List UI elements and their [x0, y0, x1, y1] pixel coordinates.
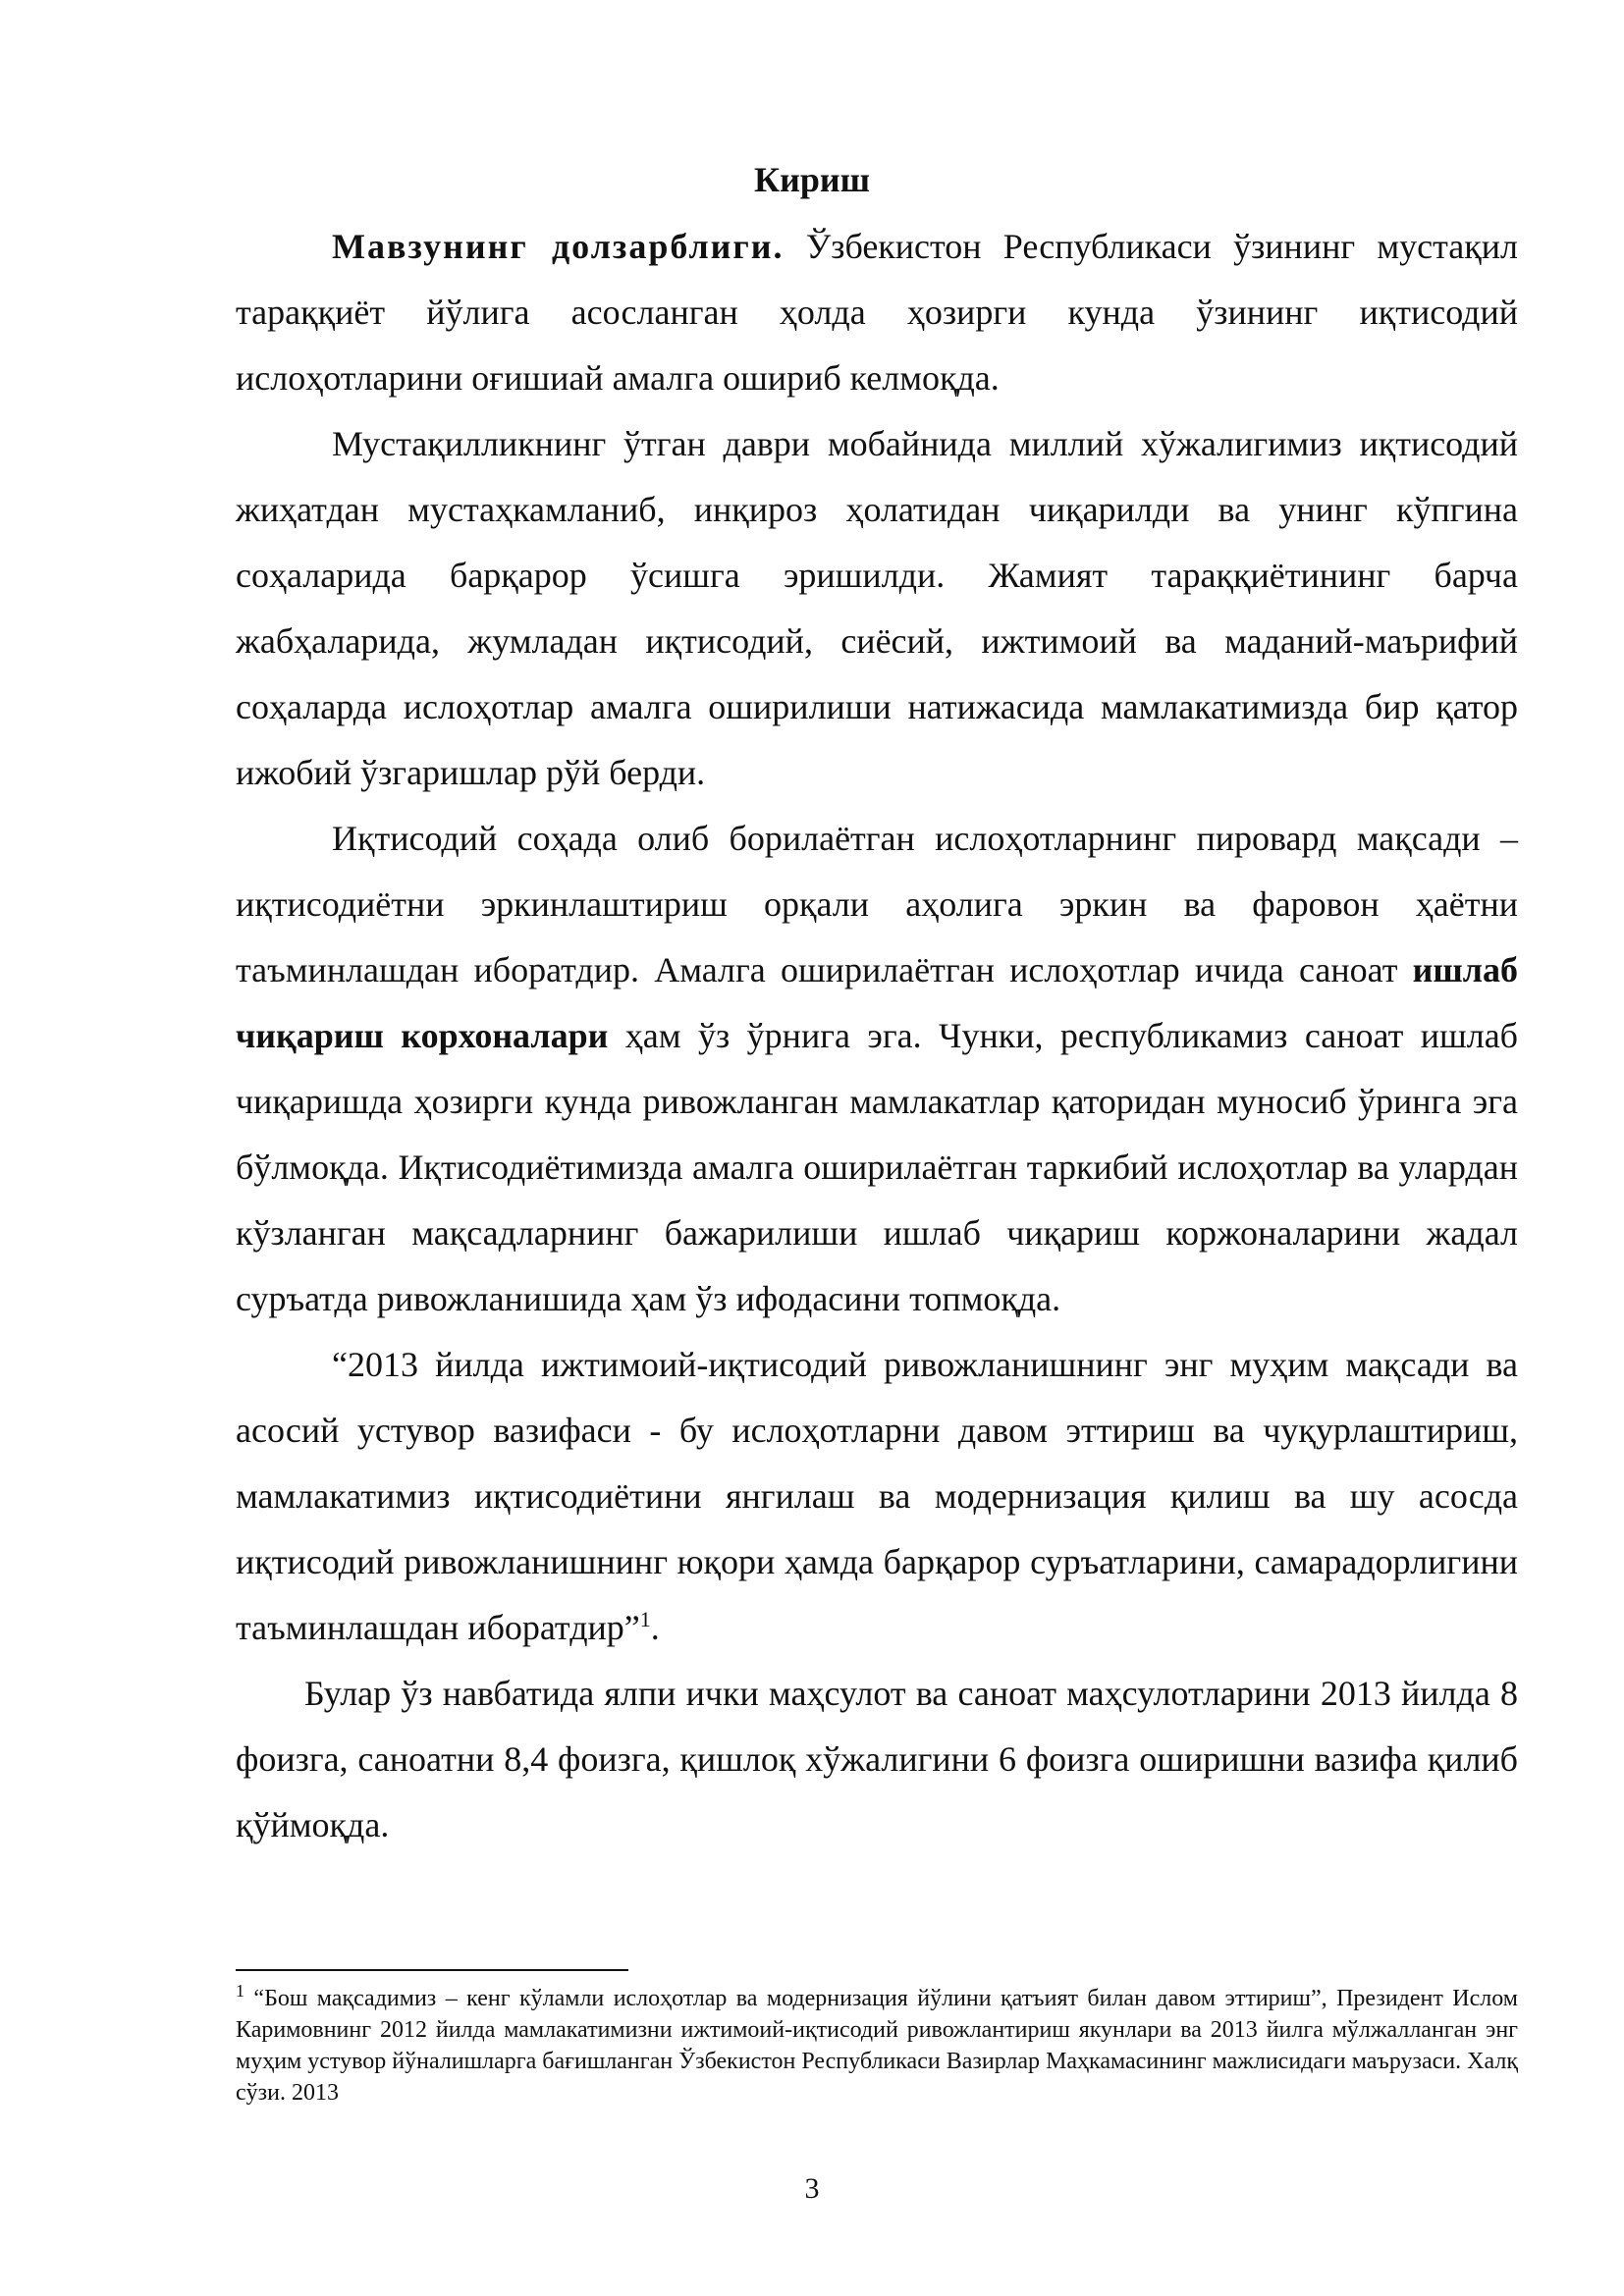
paragraph-text: Ўзбекистон Республикаси ўзининг мустақил тараққиёт йўлига асосланган ҳолда ҳозирги кунда ўзининг иқтисодий ислоҳотларини оғишиай амалга ошириб келмоқда. [236, 227, 1518, 398]
paragraph-tail: . [650, 1608, 660, 1647]
paragraph-text: Булар ўз навбатида ялпи ички маҳсулот ва саноат маҳсулотларини 2013 йилда 8 фоизга, саноатни 8,4 фоизга, қишлоқ хўжалигини 6 фоизга оширишни вазифа қилиб қўймоқда. [236, 1674, 1518, 1844]
paragraph-independence [236, 411, 1518, 806]
paragraph-text: Мустақилликнинг ўтган даври мобайнида миллий хўжалигимиз иқтисодий жиҳатдан мустаҳкамланиб, инқироз ҳолатидан чиқарилди ва унинг кўпгина соҳаларида барқарор ўсишга эришилди. Жамият тараққиётининг барча жабҳаларида, жумладан иқтисодий, сиёсий, ижтимоий ва маданий-маърифий соҳаларда ислоҳотлар амалга оширилиши натижасида мамлакатимизда бир қатор ижобий ўзгаришлар рўй берди. [236, 424, 1518, 792]
paragraph-text: “2013 йилда ижтимоий-иқтисодий ривожланишнинг энг муҳим мақсади ва асосий устувор вазифаси - бу ислоҳотларни давом эттириш ва чуқурлаштириш, мамлакатимиз иқтисодиётини янгилаш ва модернизация қилиш ва шу асосда иқтисодий ривожланишнинг юқори ҳамда барқарор суръатларини, самарадорлигини таъминлашдан иборатдир” [236, 1345, 1518, 1647]
paragraph-text: Иқтисодий соҳада олиб борилаётган ислоҳотларнинг пировард мақсади – иқтисодиётни эркинлаштириш орқали аҳолига эркин ва фаровон ҳаётни таъминлашдан иборатдир. Амалга оширилаётган ислоҳотлар ичида саноат [236, 819, 1518, 989]
footnote-reference[interactable]: 1 [639, 1607, 651, 1631]
paragraph-lead: Мавзунинг долзарблиги. [332, 227, 785, 266]
emphasis-text: ишлаб чиқариш корхоналари [236, 950, 1518, 1055]
footnote-divider [236, 1969, 628, 1971]
paragraph-targets [236, 1661, 1518, 1858]
paragraph-reforms [236, 806, 1518, 1332]
footnote [236, 1983, 1518, 2109]
footnote-marker: 1 [236, 1981, 244, 2001]
paragraph-relevance [236, 214, 1518, 411]
section-heading: Кириш [753, 160, 870, 199]
paragraph-quote [236, 1332, 1518, 1661]
paragraph-text: ҳам ўз ўрнига эга. Чунки, республикамиз саноат ишлаб чиқаришда ҳозирги кунда ривожланган мамлакатлар қаторидан муносиб ўринга эга бўлмоқда. Иқтисодиётимизда амалга оширилаётган таркибий ислоҳотлар ва улардан кўзланган мақсадларнинг бажарилиши ишлаб чиқариш коржоналарини жадал суръатда ривожланишида ҳам ўз ифодасини топмоқда. [236, 1016, 1518, 1318]
footnote-text: “Бош мақсадимиз – кенг кўламли ислоҳотлар ва модернизация йўлини қатъият билан давом эттириш”, Президент Ислом Каримовнинг 2012 йилда мамлакатимизни ижтимоий-иқтисодий ривожлантириш якунлари ва 2013 йилга мўлжалланган энг муҳим устувор йўналишларга бағишланган Ўзбекистон Республикаси Вазирлар Маҳкамасининг мажлисидаги маърузаси. Халқ сўзи. 2013 [236, 1986, 1518, 2106]
page-number: 3 [804, 2172, 820, 2205]
body-text [236, 214, 1518, 1858]
